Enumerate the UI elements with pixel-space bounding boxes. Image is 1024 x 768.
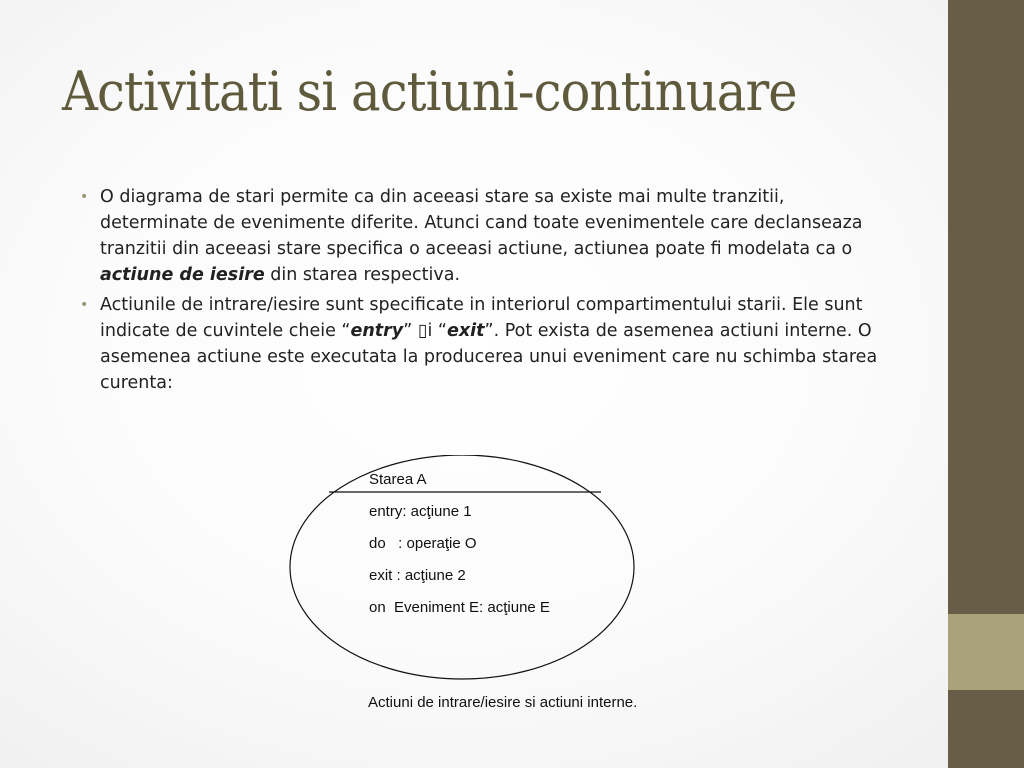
diagram-caption: Actiuni de intrare/iesire si actiuni interne. bbox=[368, 694, 638, 711]
state-action-internal: on Eveniment E: acţiune E bbox=[369, 599, 550, 616]
bullet-list bbox=[78, 184, 878, 400]
state-action-do: do : operaţie O bbox=[369, 535, 477, 552]
bullet-2-text-part1: Actiunile de intrare/iesire sunt specificate in interiorul compartimentului starii. Ele sunt indicate de cuvintele cheie “ bbox=[100, 295, 863, 341]
bullet-1-text-start: O diagrama de stari permite ca din aceeasi stare sa existe mai multe tranzitii, determinate de evenimente diferite. Atunci cand toate evenimentele care declanseaza tranzitii din aceeasi stare specifica o aceeasi actiune, actiunea poate fi modelata ca o bbox=[100, 187, 863, 259]
bullet-1-emphasis: actiune de iesire bbox=[100, 265, 265, 285]
bullet-2-text-part3: ”. Pot exista de asemenea actiuni interne. O asemenea actiune este executata la producerea unui eveniment care nu schimba starea curenta: bbox=[100, 321, 878, 393]
state-action-exit: exit : acţiune 2 bbox=[369, 567, 466, 584]
bullet-icon: • bbox=[80, 297, 89, 313]
bullet-icon: • bbox=[80, 189, 89, 205]
state-name: Starea A bbox=[369, 471, 427, 488]
state-diagram bbox=[285, 455, 645, 687]
bullet-1-text-end: din starea respectiva. bbox=[264, 265, 461, 285]
bullet-2-keyword-exit: exit bbox=[446, 321, 485, 341]
bullet-2-keyword-entry: entry bbox=[350, 321, 404, 341]
bullet-item-2 bbox=[78, 292, 878, 396]
bullet-item-1 bbox=[78, 184, 878, 288]
bullet-2-text-part2: ” ▯i “ bbox=[403, 321, 447, 341]
slide-title: Activitati si actiuni-continuare bbox=[62, 60, 797, 123]
state-action-entry: entry: acţiune 1 bbox=[369, 503, 472, 520]
sidebar-accent-block bbox=[948, 614, 1024, 690]
